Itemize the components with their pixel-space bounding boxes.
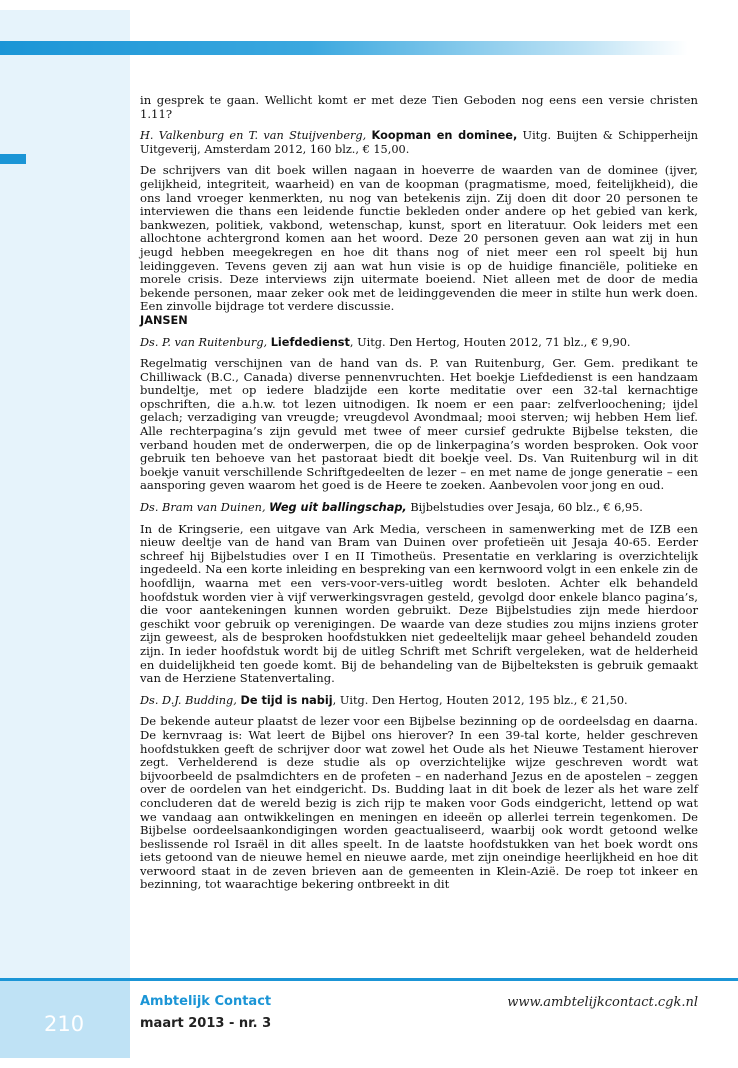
review-author: Ds. Bram van Duinen, [140,501,266,515]
review-author: Ds. D.J. Budding, [140,693,237,707]
review-publisher: , Uitg. Den Hertog, Houten 2012, 71 blz., € 9,90. [349,335,631,349]
review-publisher: Bijbelstudies over Jesaja, 60 blz., € 6,95. [406,501,643,515]
review-publisher: Uitg. Buijten & Schipperheijn Uitgeverij, Amsterdam 2012, 160 blz., € 15,00. [140,129,699,156]
review-title: Weg uit ballingschap, [269,501,407,515]
review-body: De bekende auteur plaatst de lezer voor een Bijbelse bezinning op de oordeelsdag en daarna. De kernvraag is: Wat leert de Bijbel ons hierover? In een 39-tal korte, helder geschreven hoofdstukken geeft de schrijver door wat zowel het Oude als het Nieuwe Testament hierover zegt. Verhelderend is deze studie als op overzichtelijke wijze geschreven wordt wat bijvoorbeeld de psalmdichters en de profeten – en naderhand Jezus en de apostelen – zeggen over de oordelen van het eindgericht. Ds. Budding laat in dit boek de lezer als het ware zelf concluderen dat de wereld bezig is zich rijp te maken voor Gods eindgericht, lettend op wat we vandaag aan ontwikkelingen en meningen en ideeën op allerlei terrein tegenkomen. De Bijbelse oordeelsaankondigingen worden geactualiseerd, waarbij ook wordt getoond welke beslissende rol Israël in dit alles speelt. In de laatste hoofdstukken van het boek wordt ons iets getoond van de nieuwe hemel en nieuwe aarde, met zijn oneindige heerlijkheid en hoe dit verwoord staat in de zeven brieven aan de gemeenten in Klein-Azië. De roep tot inkeer en bezinning, tot waarachtige bekering ontbreekt in dit [140,714,698,892]
page-number: 210 [44,1012,85,1036]
review-signature: JANSEN [140,313,188,327]
review-body: Regelmatig verschijnen van de hand van ds. P. van Ruitenburg, Ger. Gem. predikant te Chilliwack (B.C., Canada) diverse pennenvruchten. Het boekje Liefdedienst is een handzaam bundeltje, met op iedere bladzijde een korte meditatie over een 32-tal kernachtige opschriften, die a.h.w. tot lezen uitnodigen. Ik noem er een paar: zelfverloochening; ijdel gelach; verzadiging van vreugde; vreugdevol Avondmaal; mooi sterven; wij hebben Hem lief. Alle rechterpagina’s zijn gevuld met twee of meer cursief gedrukte Bijbelse teksten, die verband houden met de onderwerpen, die op de linkerpagina’s worden besproken. Ook voor gebruik ten behoeve van het pastoraat biedt dit boekje veel. Ds. Van Ruitenburg wil in dit boekje vanuit verschillende Schriftgedeelten de lezer – en met name de jonge generatie – een aansporing geven waarom het goed is de Heere te zoeken. Aanbevolen voor jong en oud. [140,356,698,493]
left-sidebar-panel [0,10,130,1058]
review-title: De tijd is nabij [240,693,333,707]
intro-paragraph: in gesprek te gaan. Wellicht komt er met deze Tien Geboden nog eens een versie christen 1.11? [140,93,698,121]
review-citation [140,694,698,708]
review-citation [140,336,698,350]
header-color-bar [0,41,688,55]
article-content [140,94,698,892]
review-title: Koopman en dominee, [371,129,518,143]
review-publisher: , Uitg. Den Hertog, Houten 2012, 195 blz., € 21,50. [332,693,628,707]
magazine-title: Ambtelijk Contact [140,994,272,1009]
review-citation [140,129,698,156]
website-url[interactable]: www.ambtelijkcontact.cgk.nl [507,995,698,1010]
review-citation [140,501,698,515]
issue-info: maart 2013 - nr. 3 [140,1016,272,1031]
review-author: Ds. P. van Ruitenburg, [140,335,268,349]
sidebar-tab-marker [0,154,26,164]
review-body: In de Kringserie, een uitgave van Ark Media, verscheen in samenwerking met de IZB een nieuw deeltje van de hand van Bram van Duinen over profetieën uit Jesaja 40-65. Eerder schreef hij Bijbelstudies over I en II Timotheüs. Presentatie en verklaring is overzichtelijk ingedeeld. Na een korte inleiding en bespreking van een kernwoord volgt in een enkele zin de hoofdlijn, waarna met een vers-voor-vers-uitleg wordt besloten. Achter elk behandeld hoofdstuk worden vier à vijf verwerkingsvragen gesteld, gevolgd door enkele blanco pagina’s, die voor aantekeningen kunnen worden gebruikt. Deze Bijbelstudies zijn mede hierdoor geschikt voor gebruik op verenigingen. De waarde van deze studies zou mijns inziens groter zijn geweest, als de besproken hoofdstukken niet gedeeltelijk maar geheel behandeld zouden zijn. In ieder hoofdstuk wordt bij de uitleg Schrift met Schrift vergeleken, wat de helderheid en duidelijkheid ten goede komt. Bij de behandeling van de Bijbelteksten is gebruik gemaakt van de Herziene Statenvertaling. [140,521,698,686]
review-author: H. Valkenburg en T. van Stuijvenberg, [140,129,367,143]
review-body: De schrijvers van dit boek willen nagaan in hoeverre de waarden van de dominee (ijver, gelijkheid, integriteit, waarheid) en van de koopman (pragmatisme, moed, feitelijkheid), die ons land vroeger kenmerkten, nu nog van betekenis zijn. Zij doen dit door 20 personen te interviewen die thans een leidende functie bekleden onder andere op het gebied van kerk, bankwezen, politiek, vakbond, wetenschap, kunst, sport en literatuur. Ook leiders met een allochtone achtergrond komen aan het woord. Deze 20 personen geven aan wat zij in hun jeugd hebben meegekregen en hoe dit thans nog of niet meer een rol speelt bij hun leidinggeven. Tevens geven zij aan wat hun visie is op de huidige financiële, politieke en morele crisis. Deze interviews zijn uitermate boeiend. Niet alleen met de door de media bekende personen, maar zeker ook met de leidinggevenden die meer in stilte hun werk doen. Een zinvolle bijdrage tot verdere discussie. [140,163,698,314]
review-title: Liefdedienst [270,335,350,349]
